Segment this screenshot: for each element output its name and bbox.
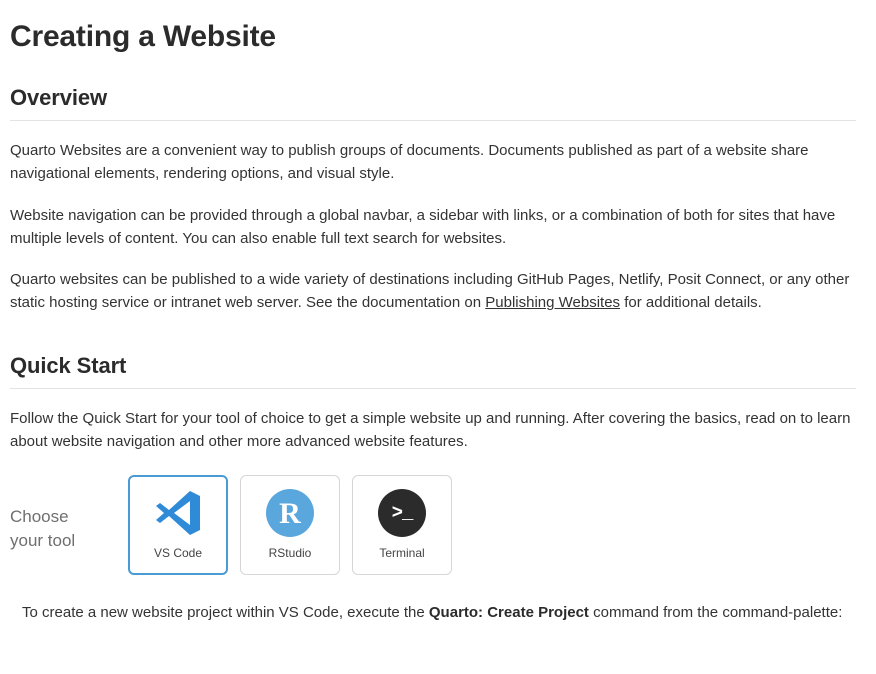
overview-paragraph-3	[10, 268, 856, 315]
choose-your-tool-label	[10, 475, 128, 553]
tool-tabset	[10, 475, 856, 575]
section-spacer	[10, 333, 856, 349]
tab-vs-code[interactable]	[128, 475, 228, 575]
tab-rstudio[interactable]	[240, 475, 340, 575]
terminal-icon	[378, 488, 426, 538]
overview-paragraph-2: Website navigation can be provided through a global navbar, a sidebar with links, or a combination of both for sites that have multiple levels of content. You can also enable full text search for websites.	[10, 206, 836, 247]
overview-heading: Overview	[10, 85, 108, 110]
tab-label-terminal: Terminal	[379, 546, 425, 560]
tab-label-vs-code: VS Code	[153, 546, 203, 560]
overview-paragraph-3-after: for additional details.	[620, 294, 762, 312]
tab-panel-text-before: To create a new website project within VS Code, execute the	[22, 604, 429, 621]
tab-label-rstudio: RStudio	[268, 546, 312, 560]
overview-divider	[10, 120, 856, 121]
publishing-websites-link[interactable]: Publishing Websites	[485, 294, 621, 312]
tab-panel-text-after: command from the command-palette:	[588, 604, 843, 621]
overview-paragraph-3-before: Quarto websites can be published to a wide variety of destinations including GitHub Pages, Netlify, Posit Connect, or any other static hosting service or intranet web server. See the documentation on	[10, 271, 850, 312]
quick-start-heading: Quick Start	[10, 352, 127, 378]
tab-list	[128, 475, 452, 575]
terminal-prompt-glyph: >_	[378, 489, 426, 537]
quick-start-intro: Follow the Quick Start for your tool of choice to get a simple website up and running. After covering the basics, read on to learn about website navigation and other more advanced website features.	[10, 409, 851, 450]
vscode-icon	[152, 488, 204, 538]
tab-terminal[interactable]	[352, 475, 452, 575]
page-title: Creating a Website	[10, 20, 276, 53]
choose-label-line2: your tool	[10, 530, 76, 550]
rstudio-icon	[266, 488, 314, 538]
quick-start-divider	[10, 388, 856, 389]
tab-panel-text	[22, 601, 856, 625]
rstudio-letter: R	[266, 489, 314, 537]
overview-paragraph-1: Quarto Websites are a convenient way to publish groups of documents. Documents published as part of a website share navigational elements, rendering options, and visual style.	[10, 142, 809, 183]
quarto-create-project-command: Quarto: Create Project	[428, 604, 589, 621]
choose-label-line1: Choose	[10, 507, 69, 526]
tab-panel-vs-code	[10, 601, 856, 625]
